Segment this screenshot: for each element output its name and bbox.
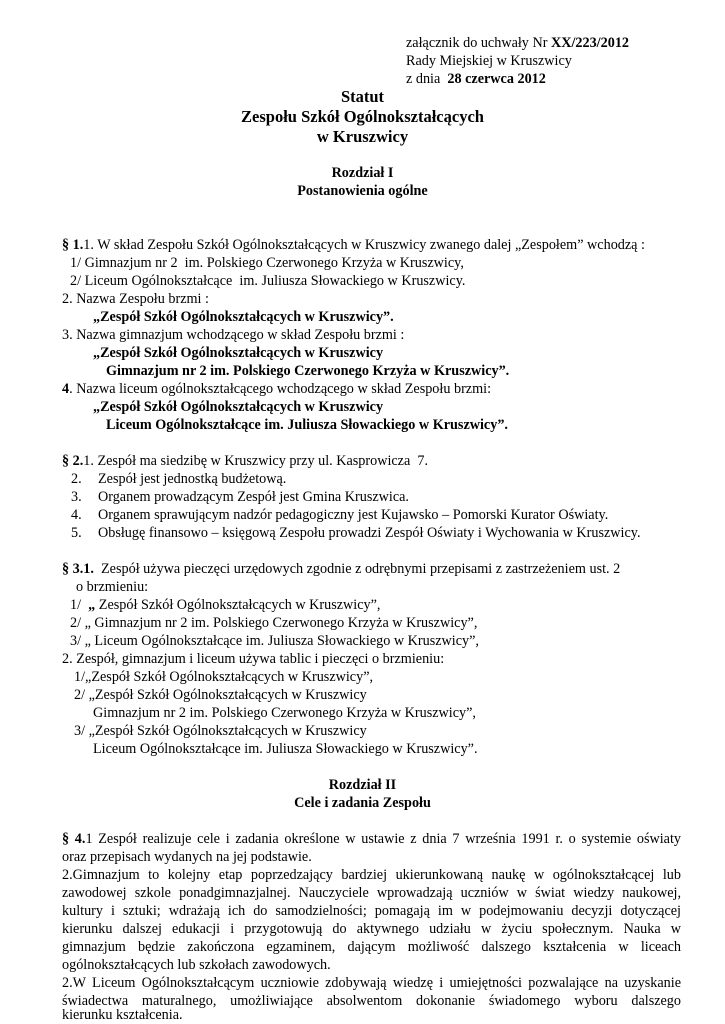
list-number: 3. [71,489,82,505]
section-1-line: 3. Nazwa gimnazjum wchodzącego w skład Zespołu brzmi : [62,327,405,343]
list-text: Zespół jest jednostką budżetową. [98,471,287,487]
section-4-line: zawodowej szkole ponadgimnazjalnej. Nauczyciele wprowadzają uczniów w świat wiedzy naukowej, [62,885,681,901]
section-4-line: oraz przepisach wydanych na jej podstawie. [62,849,312,865]
section-3-line: o brzmieniu: [76,579,149,595]
title-location: w Kruszwicy [316,127,409,146]
section-1-line: „Zespół Szkół Ogólnokształcących w Kruszwicy”. [93,309,394,325]
section-3-line: 1/„Zespół Szkół Ogólnokształcących w Kruszwicy”, [74,669,374,685]
chapter-2-title: Cele i zadania Zespołu [294,795,431,811]
section-3-line: § 3.1. Zespół używa pieczęci urzędowych zgodnie z odrębnymi przepisami z zastrzeżeniem ust. 2 [62,561,621,577]
attachment-note-line1: załącznik do uchwały Nr XX/223/2012 [406,35,629,51]
section-1-line: 2. Nazwa Zespołu brzmi : [62,291,209,307]
section-4-line: § 4.1 Zespół realizuje cele i zadania określone w ustawie z dnia 7 września 1991 r. o systemie oświaty [62,831,681,847]
section-4-line: kierunku dalszej edukacji i przygotowują do aktywnego udziału w życiu społecznym. Nauka w [62,921,681,937]
section-1-line: „Zespół Szkół Ogólnokształcących w Kruszwicy [93,399,384,415]
section-3-line: 1/ „ Zespół Szkół Ogólnokształcących w Kruszwicy”, [70,597,381,613]
section-1-line: 4. Nazwa liceum ogólnokształcącego wchodzącego w skład Zespołu brzmi: [62,381,492,397]
section-1-line: Liceum Ogólnokształcące im. Juliusza Słowackiego w Kruszwicy”. [106,417,508,433]
section-3-line: 2/ „ Gimnazjum nr 2 im. Polskiego Czerwonego Krzyża w Kruszwicy”, [70,615,478,631]
title-statut: Statut [340,87,385,106]
list-text: Obsługę finansowo – księgową Zespołu prowadzi Zespół Oświaty i Wychowania w Kruszwicy. [98,525,641,541]
list-text: Organem sprawującym nadzór pedagogiczny jest Kujawsko – Pomorski Kurator Oświaty. [98,507,609,523]
list-number: 4. [71,507,82,523]
list-text: Organem prowadzącym Zespół jest Gmina Kruszwica. [98,489,409,505]
section-1-line: 1/ Gimnazjum nr 2 im. Polskiego Czerwonego Krzyża w Kruszwicy, [70,255,464,271]
title-school-name: Zespołu Szkół Ogólnokształcących [241,107,484,126]
section-4-line: kierunku kształcenia. [62,1007,183,1023]
attachment-note-line3: z dnia 28 czerwca 2012 [406,71,546,87]
list-number: 2. [71,471,82,487]
chapter-1-title: Postanowienia ogólne [297,183,428,199]
attachment-note-line2: Rady Miejskiej w Kruszwicy [406,53,572,69]
section-3-line: Liceum Ogólnokształcące im. Juliusza Słowackiego w Kruszwicy”. [93,741,478,757]
section-3-line: 3/ „ Liceum Ogólnokształcące im. Juliusza Słowackiego w Kruszwicy”, [70,633,479,649]
section-4-line: świadectwa maturalnego, umożliwiające absolwentom dokonanie świadomego wyboru dalszego [62,993,681,1009]
section-1-line: Gimnazjum nr 2 im. Polskiego Czerwonego Krzyża w Kruszwicy”. [106,363,510,379]
list-number: 5. [71,525,82,541]
section-2-line: § 2.1. Zespół ma siedzibę w Kruszwicy przy ul. Kasprowicza 7. [62,453,429,469]
section-4-line: kultury i sztuki; wdrażają ich do samodzielności; pomagają im w podejmowaniu decyzji dotyczącej [62,903,681,919]
section-3-line: 3/ „Zespół Szkół Ogólnokształcących w Kruszwicy [74,723,367,739]
chapter-2-number: Rozdział II [328,777,397,793]
section-3-line: Gimnazjum nr 2 im. Polskiego Czerwonego Krzyża w Kruszwicy”, [93,705,476,721]
section-4-line: ogólnokształcących lub szkołach zawodowych. [62,957,331,973]
section-3-line: 2/ „Zespół Szkół Ogólnokształcących w Kruszwicy [74,687,367,703]
section-1-line: „Zespół Szkół Ogólnokształcących w Kruszwicy [93,345,384,361]
section-4-line: 2.W Liceum Ogólnokształcącym uczniowie zdobywają wiedzę i umiejętności pozwalające na uzyskanie [62,975,681,991]
section-4-line: gimnazjum będzie zakończona egzaminem, dającym możliwość dalszego kształcenia w liceach [62,939,681,955]
section-3-line: 2. Zespół, gimnazjum i liceum używa tablic i pieczęci o brzmieniu: [62,651,445,667]
section-4-line: 2.Gimnazjum to kolejny etap poprzedzający bardziej ukierunkowaną naukę w ogólnokształcącej lub [62,867,681,883]
section-1-line: § 1.1. W skład Zespołu Szkół Ogólnokształcących w Kruszwicy zwanego dalej „Zespołem” wchodzą : [62,237,645,253]
section-1-line: 2/ Liceum Ogólnokształcące im. Juliusza Słowackiego w Kruszwicy. [70,273,466,289]
chapter-1-number: Rozdział I [331,165,394,181]
